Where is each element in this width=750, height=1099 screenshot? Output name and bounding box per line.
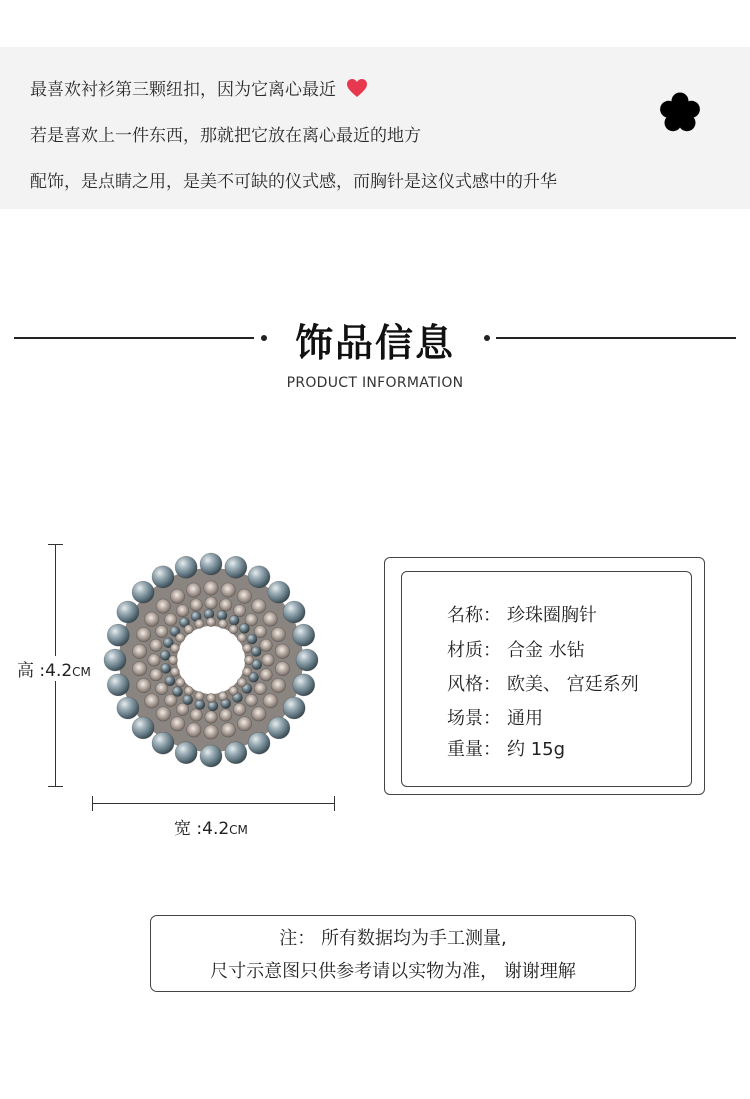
spec-row-weight <box>447 735 565 761</box>
spec-row-occasion <box>447 704 543 730</box>
heart-icon <box>346 78 368 103</box>
width-dimension-line <box>92 803 334 804</box>
height-dimension-cap-top <box>48 544 63 545</box>
title-dot-right <box>484 335 490 341</box>
note-line-2: 尺寸示意图只供参考请以实物为准， 谢谢理解 <box>210 961 576 982</box>
pearl-brooch-image <box>96 545 326 779</box>
spec-label: 材质： <box>447 640 501 661</box>
height-unit: CM <box>72 665 91 679</box>
spec-value: 通用 <box>507 708 543 729</box>
spec-label: 风格： <box>447 674 501 695</box>
intro-line-1-text: 最喜欢衬衫第三颗纽扣，因为它离心最近 <box>30 80 336 100</box>
spec-row-name <box>447 601 597 627</box>
section-subtitle: PRODUCT INFORMATION <box>286 375 464 391</box>
spec-label: 名称： <box>447 605 501 626</box>
width-unit: CM <box>229 823 248 837</box>
intro-line-1 <box>30 75 368 103</box>
spec-value: 欧美、 宫廷系列 <box>507 674 639 695</box>
intro-line-3: 配饰，是点睛之用，是美不可缺的仪式感，而胸针是这仪式感中的升华 <box>30 172 557 192</box>
intro-line-2: 若是喜欢上一件东西，那就把它放在离心最近的地方 <box>30 126 421 146</box>
width-dimension-cap-right <box>334 796 335 811</box>
spec-label: 场景： <box>447 708 501 729</box>
spec-row-style <box>447 670 639 696</box>
flower-icon <box>657 90 703 140</box>
section-title: 饰品信息 <box>294 321 455 365</box>
width-label <box>174 814 248 839</box>
spec-label: 重量： <box>447 739 501 760</box>
height-value: 高 :4.2 <box>17 661 73 681</box>
height-label <box>17 656 91 681</box>
width-value: 宽 :4.2 <box>174 819 230 839</box>
width-dimension-cap-left <box>92 796 93 811</box>
spec-row-material <box>447 636 585 662</box>
title-rule-right <box>496 337 736 339</box>
spec-value: 约 15g <box>507 739 566 760</box>
spec-value: 珍珠圈胸针 <box>507 605 597 626</box>
spec-value: 合金 水钻 <box>507 640 585 661</box>
section-header <box>0 300 750 400</box>
note-line-1: 注： 所有数据均为手工测量, <box>279 928 507 949</box>
height-dimension-cap-bottom <box>48 786 63 787</box>
